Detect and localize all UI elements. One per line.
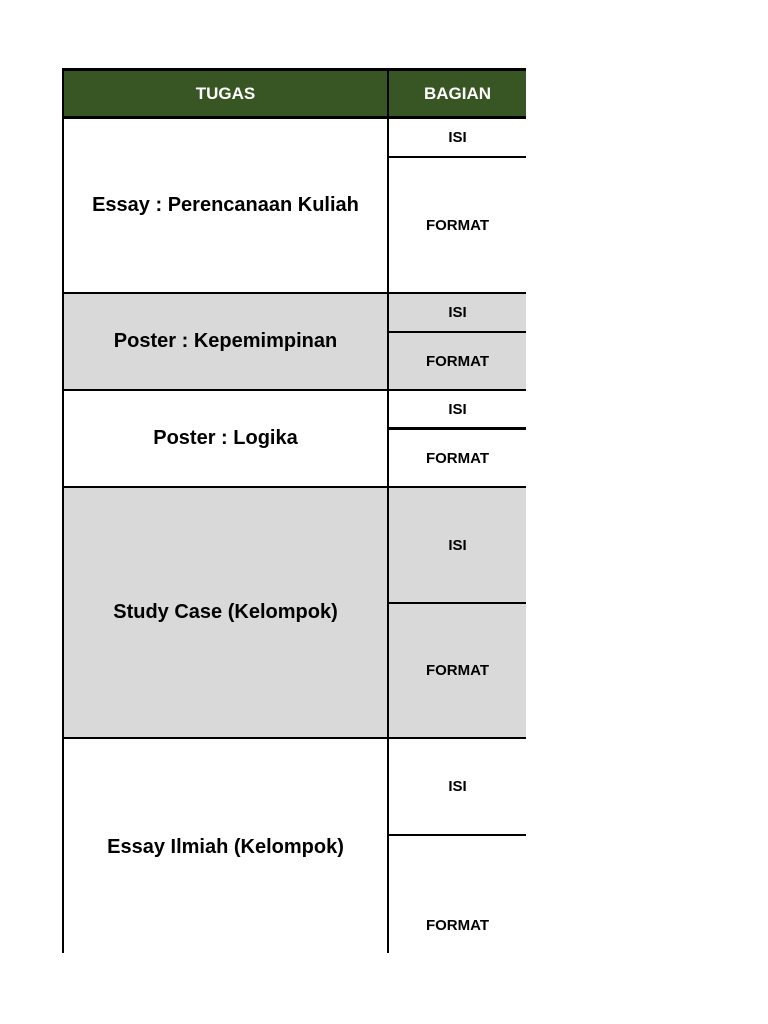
- part-cell-format[interactable]: FORMAT: [388, 157, 526, 293]
- table-row: [63, 738, 526, 835]
- table-row: [63, 293, 526, 332]
- task-cell[interactable]: Essay : Perencanaan Kuliah: [63, 118, 388, 294]
- part-cell-isi[interactable]: ISI: [388, 118, 526, 158]
- table-row: [63, 487, 526, 603]
- header-tugas[interactable]: TUGAS: [63, 70, 388, 118]
- task-cell[interactable]: Poster : Logika: [63, 390, 388, 487]
- part-cell-format[interactable]: FORMAT: [388, 332, 526, 390]
- part-cell-format[interactable]: FORMAT: [388, 429, 526, 488]
- header-row: [63, 70, 526, 118]
- task-cell[interactable]: Poster : Kepemimpinan: [63, 293, 388, 390]
- part-cell-isi[interactable]: ISI: [388, 487, 526, 603]
- task-cell[interactable]: Study Case (Kelompok): [63, 487, 388, 738]
- table-row: [63, 390, 526, 429]
- table-row: [63, 118, 526, 158]
- part-cell-format[interactable]: FORMAT: [388, 835, 526, 953]
- part-cell-isi[interactable]: ISI: [388, 738, 526, 835]
- header-bagian[interactable]: BAGIAN: [388, 70, 526, 118]
- part-cell-isi[interactable]: ISI: [388, 293, 526, 332]
- spreadsheet-area: [62, 68, 526, 953]
- part-cell-format[interactable]: FORMAT: [388, 603, 526, 738]
- task-cell[interactable]: Essay Ilmiah (Kelompok): [63, 738, 388, 953]
- part-cell-isi[interactable]: ISI: [388, 390, 526, 429]
- assignment-table: [62, 68, 526, 953]
